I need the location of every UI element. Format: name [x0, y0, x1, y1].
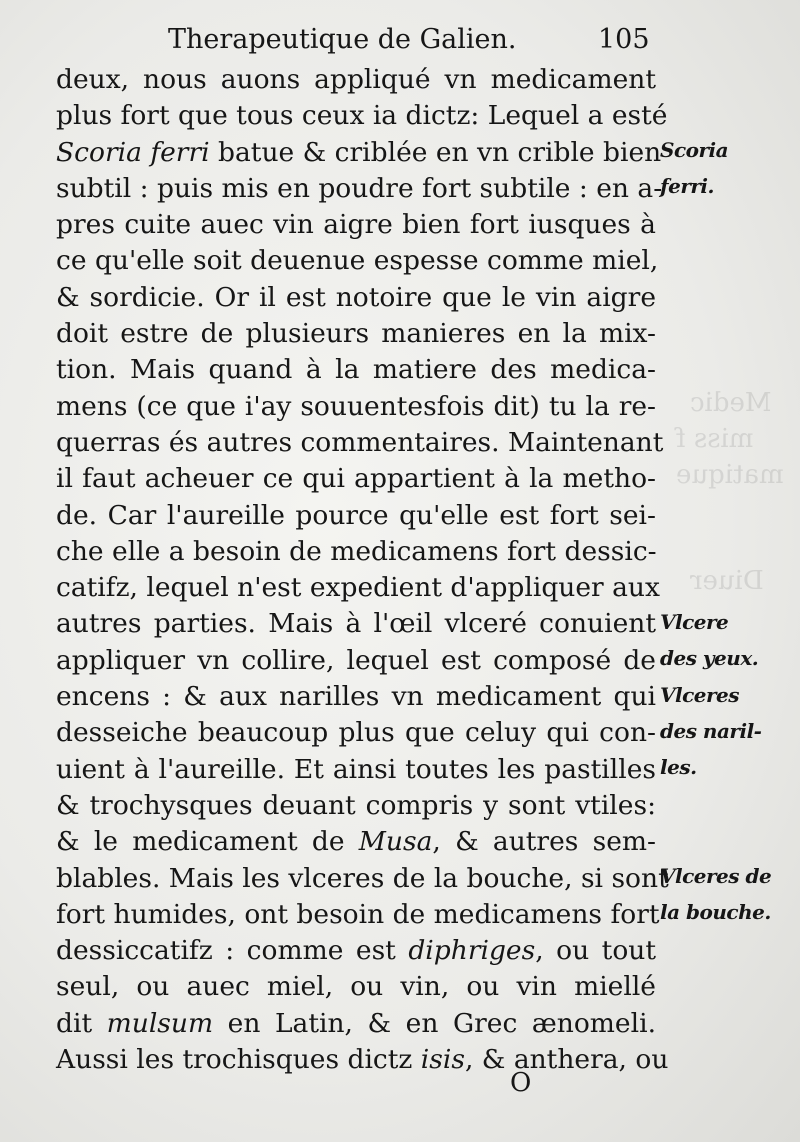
margin-note: Scoria — [660, 138, 729, 162]
italic-term: Musa — [358, 826, 433, 858]
line-text: & trochysques deuant compris y sont vtiles: — [56, 789, 656, 821]
text-line — [56, 679, 656, 715]
line-text: autres parties. Mais à l'œil vlceré conuient — [56, 608, 656, 640]
line-text: desseiche beaucoup plus que celuy qui con- — [56, 717, 656, 749]
line-text: , ou tout — [535, 935, 656, 967]
text-line — [56, 752, 656, 788]
text-line — [56, 389, 656, 425]
line-text: che elle a besoin de medicamens fort dessic- — [56, 535, 657, 567]
line-text: blables. Mais les vlceres de la bouche, si sont — [56, 862, 669, 894]
show-through-4: Diuer — [690, 566, 764, 596]
line-text: dit — [56, 1007, 107, 1039]
text-line — [56, 243, 659, 279]
line-text: & sordicie. Or il est notoire que le vin aigre — [56, 281, 656, 313]
text-line — [56, 570, 660, 606]
body-text — [56, 62, 669, 1078]
text-line — [56, 1042, 669, 1078]
line-text: catifz, lequel n'est expedient d'appliquer aux — [56, 572, 660, 604]
line-text: mens (ce que i'ay souuentesfois dit) tu la re- — [56, 390, 656, 422]
italic-term: diphriges — [408, 935, 536, 967]
line-text: batue & criblée en vn crible bien — [209, 136, 662, 168]
line-text: & le medicament de — [56, 826, 359, 858]
italic-term: Scoria ferri — [56, 136, 210, 168]
italic-term: mulsum — [106, 1007, 214, 1039]
text-line — [56, 933, 656, 969]
line-text: en Latin, & en Grec ænomeli. — [213, 1007, 656, 1039]
line-text: querras és autres commentaires. Maintenant — [56, 426, 664, 458]
text-line — [56, 461, 656, 497]
margin-note: ferri. — [660, 174, 714, 199]
text-line — [56, 824, 656, 860]
line-text: de. Car l'aureille pource qu'elle est fort sei- — [56, 499, 656, 531]
text-line — [56, 643, 656, 679]
line-text: uient à l'aureille. Et ainsi toutes les pastilles — [56, 753, 656, 785]
running-title: Therapeutique de Galien. — [168, 24, 517, 55]
show-through-1: Medic — [690, 388, 772, 418]
line-text: encens : & aux narilles vn medicament qui — [56, 681, 656, 713]
line-text: doit estre de plusieurs manieres en la mix- — [56, 318, 656, 350]
margin-note: Vlcere — [660, 609, 729, 634]
text-line — [56, 788, 656, 824]
text-line — [56, 969, 656, 1005]
line-text: ce qu'elle soit deuenue espesse comme miel, — [56, 245, 659, 277]
line-text: deux, nous auons appliqué vn medicament — [56, 64, 656, 95]
margin-note: Vlceres — [660, 682, 740, 707]
line-text: dessiccatifz : comme est — [56, 935, 409, 967]
text-line — [56, 171, 663, 207]
line-text: pres cuite auec vin aigre bien fort iusques à — [56, 209, 656, 241]
margin-note: les. — [660, 755, 697, 780]
line-text: il faut acheuer ce qui appartient à la metho- — [56, 463, 656, 495]
text-line — [56, 498, 656, 534]
text-line — [56, 534, 656, 570]
text-line — [56, 280, 656, 316]
line-text: seul, ou auec miel, ou vin, ou vin miellé — [56, 971, 656, 1003]
line-text: , & autres sem- — [432, 826, 656, 858]
margin-note: des yeux. — [660, 646, 759, 671]
line-text: tion. Mais quand à la matiere des medica- — [56, 354, 656, 386]
line-text: Aussi les trochisques dictz — [56, 1044, 421, 1076]
text-line — [56, 207, 656, 243]
line-text: subtil : puis mis en poudre fort subtile : en a- — [56, 172, 663, 204]
text-line — [56, 606, 656, 642]
text-line — [56, 861, 669, 897]
text-line — [56, 1006, 656, 1042]
text-line — [56, 352, 656, 388]
page-number: 105 — [598, 24, 650, 55]
text-line — [56, 425, 664, 461]
text-line — [56, 897, 660, 933]
margin-note: des naril- — [660, 718, 762, 743]
text-line — [56, 316, 656, 352]
line-text: appliquer vn collire, lequel est composé de — [56, 644, 656, 676]
show-through-2: miss f — [676, 424, 754, 454]
text-line — [56, 98, 668, 134]
italic-term: isis — [420, 1044, 465, 1076]
running-header — [168, 20, 648, 64]
text-line — [56, 715, 656, 751]
line-text: fort humides, ont besoin de medicamens fort — [56, 898, 660, 930]
margin-note: la bouche. — [660, 900, 771, 925]
text-line — [56, 62, 656, 98]
line-text: plus fort que tous ceux ia dictz: Lequel a esté — [56, 100, 668, 132]
line-text: , & anthera, ou — [464, 1044, 669, 1076]
margin-note: Vlceres de — [660, 864, 772, 888]
show-through-3: matique — [676, 460, 784, 490]
signature-mark: O — [510, 1068, 532, 1098]
text-line — [56, 135, 662, 171]
